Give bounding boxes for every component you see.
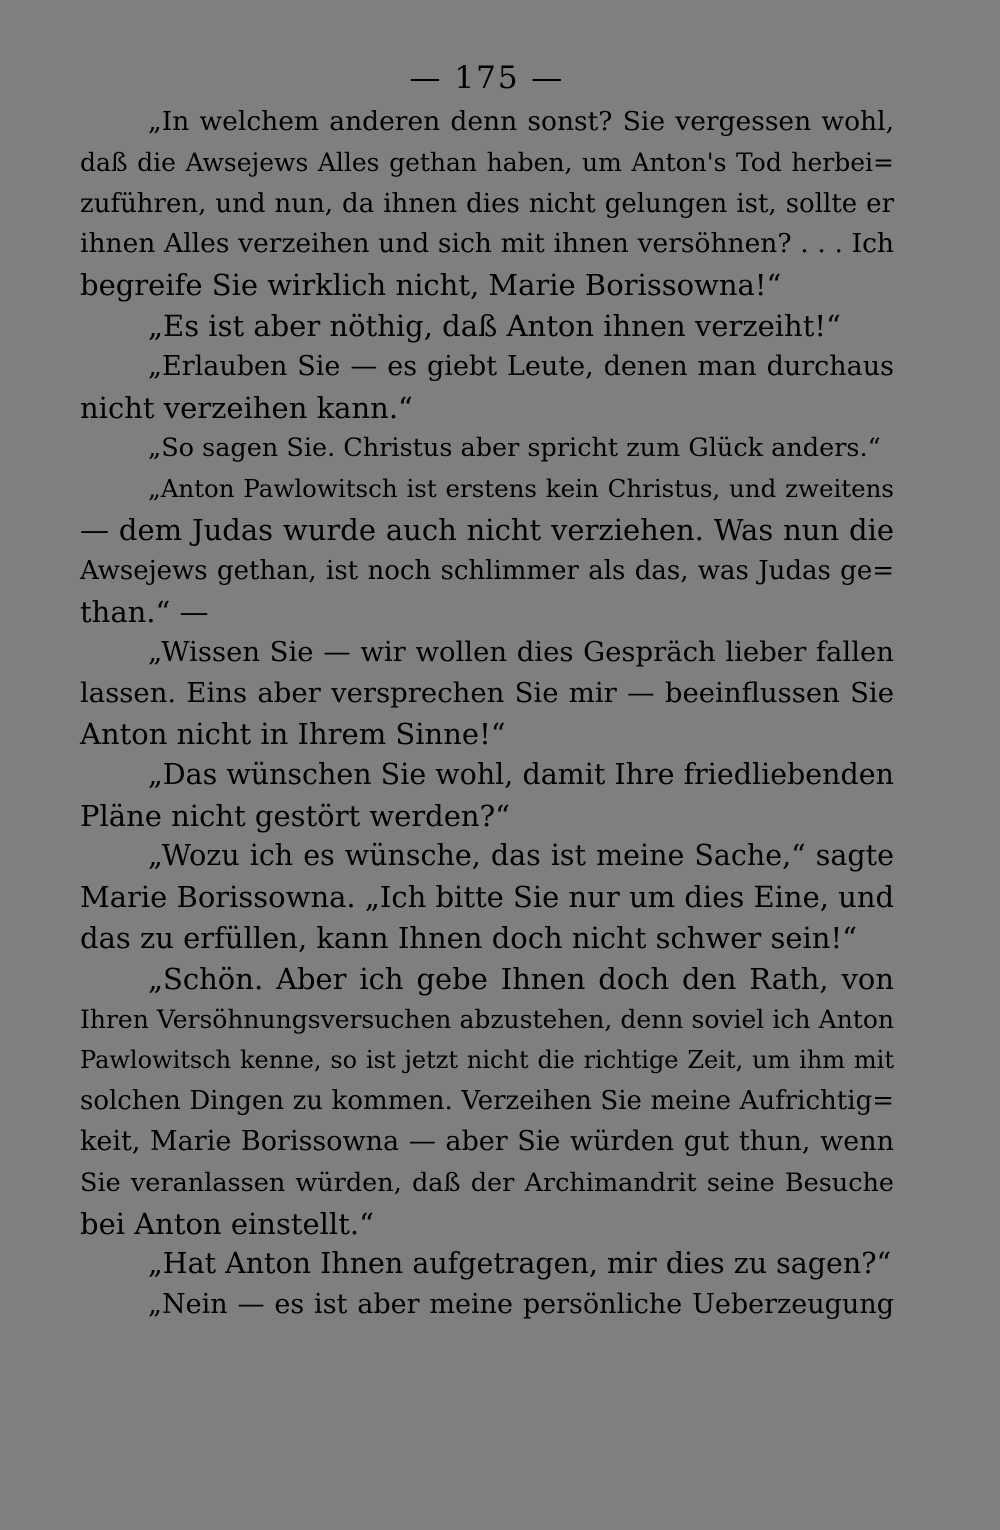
text-line: „Schön. Aber ich gebe Ihnen doch den Rath, von (148, 961, 894, 996)
text-line: Marie Borissowna. „Ich bitte Sie nur um dies Eine, und (80, 880, 895, 915)
text-line: Pawlowitsch kenne, so ist jetzt nicht die richtige Zeit, um ihm mit (80, 1046, 894, 1075)
text-line: ihnen Alles verzeihen und sich mit ihnen versöhnen? . . . Ich (80, 228, 894, 260)
text-line: „Das wünschen Sie wohl, damit Ihre friedliebenden (148, 757, 894, 791)
text-line: nicht verzeihen kann.“ (80, 390, 413, 425)
text-line: Awsejews gethan, ist noch schlimmer als das, was Judas ge= (80, 555, 894, 586)
text-line: begreife Sie wirklich nicht, Marie Borissowna!“ (80, 268, 782, 303)
text-line: keit, Marie Borissowna — aber Sie würden gut thun, wenn (80, 1125, 894, 1157)
text-line: „Erlauben Sie — es giebt Leute, denen man durchaus (148, 350, 894, 382)
text-line: daß die Awsejews Alles gethan haben, um Anton's Tod herbei= (80, 147, 894, 177)
text-line: „In welchem anderen denn sonst? Sie vergessen wohl, (148, 106, 894, 137)
text-line: solchen Dingen zu kommen. Verzeihen Sie meine Aufrichtig= (80, 1086, 894, 1117)
page-number-header: — 175 — (409, 60, 565, 96)
text-line: Sie veranlassen würden, daß der Archimandrit seine Besuche (80, 1167, 894, 1198)
text-line: than.“ — (80, 594, 209, 629)
text-line: lassen. Eins aber versprechen Sie mir — beeinflussen Sie (80, 677, 894, 710)
text-line: „Hat Anton Ihnen aufgetragen, mir dies zu sagen?“ (148, 1247, 892, 1281)
text-line: „Wozu ich es wünsche, das ist meine Sache,“ sagte (148, 839, 894, 873)
text-line: „Nein — es ist aber meine persönliche Ueberzeugung (148, 1289, 894, 1321)
text-line: „Wissen Sie — wir wollen dies Gespräch lieber fallen (148, 636, 894, 669)
text-line: Ihren Versöhnungsversuchen abzustehen, denn soviel ich Anton (80, 1004, 894, 1034)
text-line: „So sagen Sie. Christus aber spricht zum Glück anders.“ (148, 433, 881, 464)
book-page (80, 56, 894, 1326)
text-line: bei Anton einstellt.“ (80, 1206, 374, 1241)
text-line: Anton nicht in Ihrem Sinne!“ (80, 716, 506, 751)
text-line: das zu erfüllen, kann Ihnen doch nicht schwer sein!“ (80, 920, 857, 955)
text-line: Pläne nicht gestört werden?“ (80, 798, 510, 833)
page-text-body (80, 102, 894, 1326)
text-line: zuführen, und nun, da ihnen dies nicht gelungen ist, sollte er (80, 188, 894, 219)
text-line: — dem Judas wurde auch nicht verziehen. Was nun die (80, 512, 894, 547)
text-line: „Anton Pawlowitsch ist erstens kein Christus, und zweitens (148, 474, 894, 504)
text-line: „Es ist aber nöthig, daß Anton ihnen verzeiht!“ (148, 308, 841, 343)
